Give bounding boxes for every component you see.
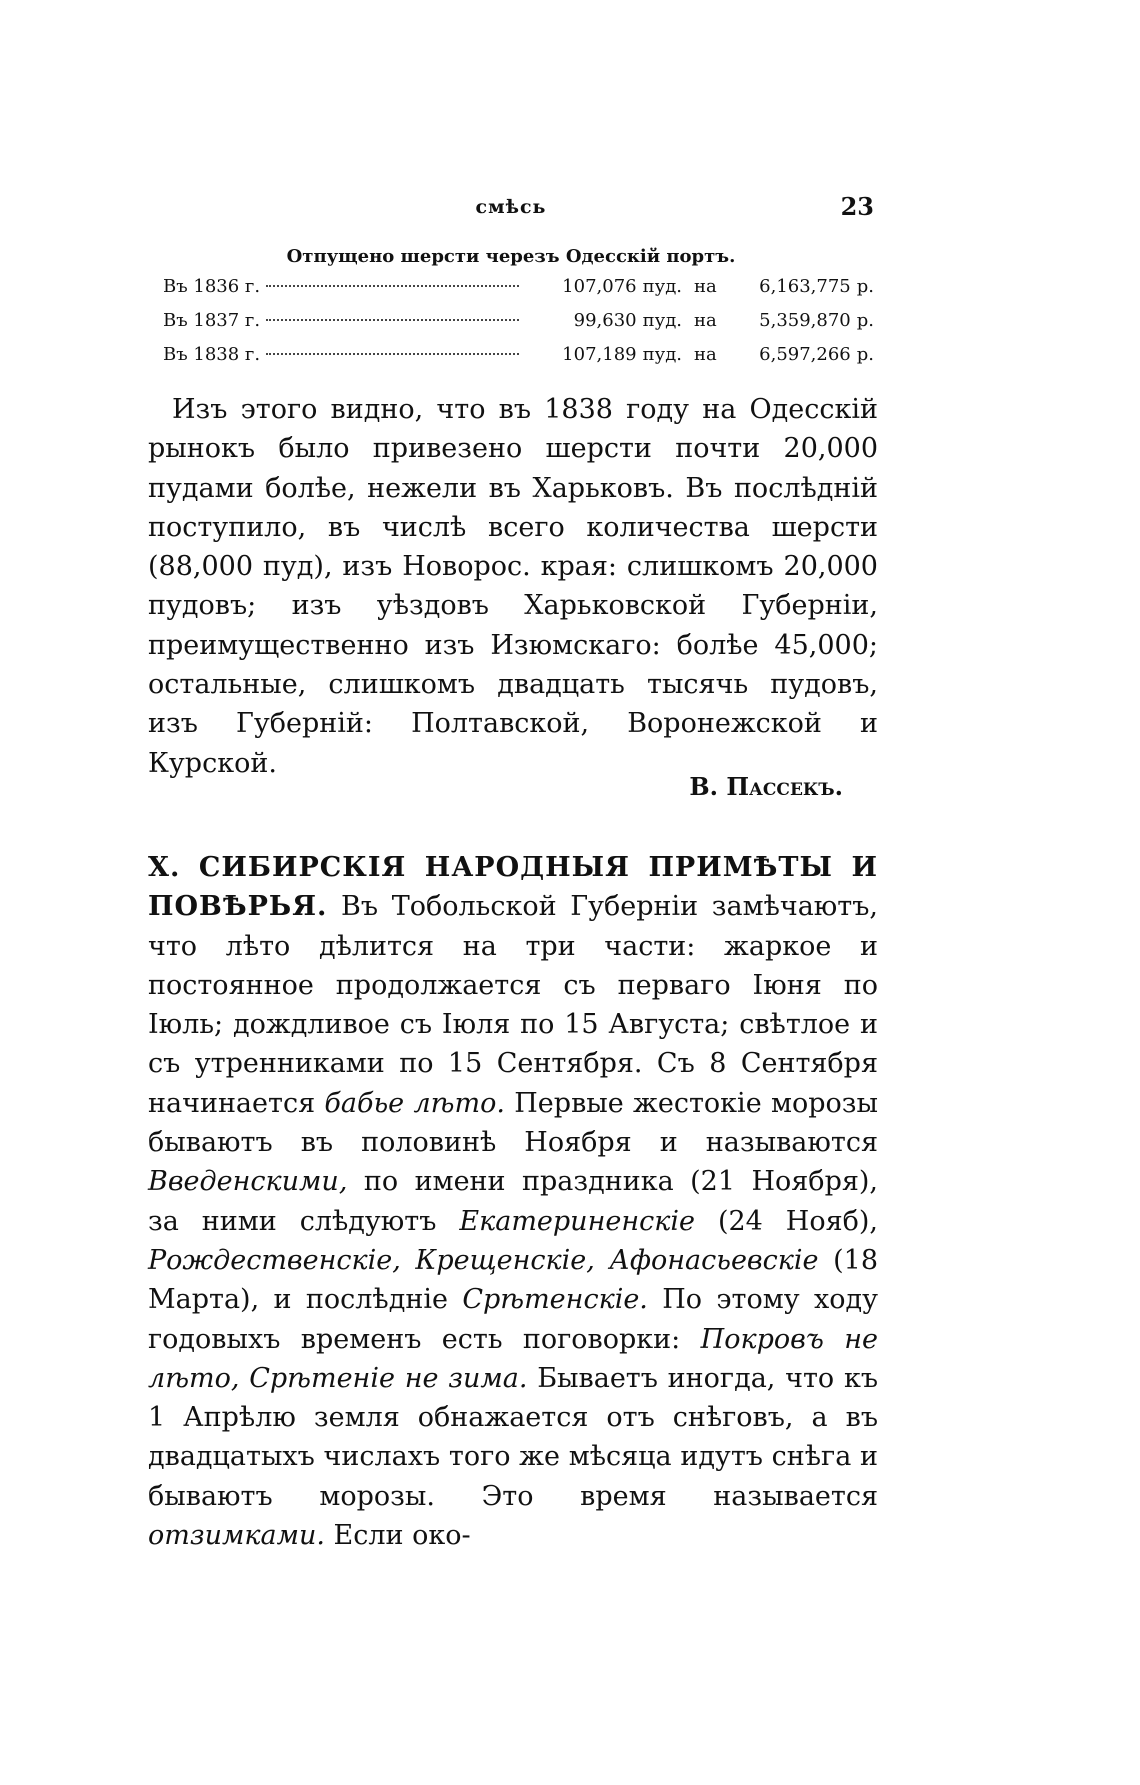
siberian-signs-paragraph [148,848,878,1555]
italic-term: Рождественскіе, Крещенскіе, Афонасьевскіе [148,1244,819,1276]
body-text: Бываетъ иногда, что къ 1 Апрѣлю земля обнажается отъ снѣговъ, а въ двадцатыхъ числахъ того же мѣсяца идутъ снѣга и бываютъ морозы. Это время называется [148,1362,878,1512]
row-year: Въ 1836 г. [163,276,261,297]
section-heading: X. СИБИРСКІЯ НАРОДНЫЯ ПРИМѢТЫ И ПОВѢРЬЯ. [148,852,878,923]
author-signature: В. Пассекъ. [689,772,843,801]
body-text: (18 Марта), и послѣдніе [148,1244,878,1316]
italic-term: Покровъ не лѣто, Срѣтеніе не зима. [148,1323,879,1394]
body-text: Въ Тобольской Губерніи замѣчаютъ, что лѣто дѣлится на три части: жаркое и постоянное продолжается съ перваго Іюня по Іюль; дождливое съ Іюля по 15 Августа; свѣтлое и съ утренниками по 15 Сентября. Съ 8 Сентября начинается [148,891,878,1119]
row-currency: р. [856,310,874,331]
row-year: Въ 1837 г. [163,310,261,331]
row-quantity: 99,630 [573,310,637,331]
italic-term: Введенскими, [148,1166,348,1198]
row-currency: р. [856,276,874,297]
row-unit: пуд. [642,344,683,365]
leader-dots [266,284,519,287]
row-value: 6,163,775 [759,276,851,297]
row-na: на [694,310,717,331]
page-header [148,192,874,224]
row-unit: пуд. [642,310,683,331]
table-row [163,344,874,378]
row-quantity: 107,189 [562,344,637,365]
table-row [163,310,874,344]
italic-term: Срѣтенскіе. [462,1284,648,1316]
body-text: По этому ходу годовыхъ временъ есть поговорки: [148,1284,878,1355]
row-currency: р. [856,344,874,365]
row-quantity: 107,076 [562,276,637,297]
row-value: 6,597,266 [759,344,851,365]
running-title: смѣсь [475,196,547,218]
row-year: Въ 1838 г. [163,344,261,365]
body-text: Если око- [324,1520,471,1552]
wool-table-title: Отпущено шерсти черезъ Одесскій портъ. [286,246,736,267]
page-number: 23 [840,192,874,221]
table-row [163,276,874,310]
body-text: Первые жестокіе морозы бываютъ въ половинѣ Ноября и называются [148,1087,878,1159]
wool-export-table [163,276,874,378]
leader-dots [266,352,519,355]
italic-term: бабье лѣто. [324,1087,505,1119]
leader-dots [266,318,519,321]
italic-term: Екатериненскіе [459,1205,695,1237]
row-na: на [694,276,717,297]
body-text: по имени праздника (21 Ноября), за ними слѣдуютъ [148,1166,878,1237]
italic-term: отзимками. [148,1520,325,1552]
row-value: 5,359,870 [759,310,851,331]
wool-commentary-paragraph: Изъ этого видно, что въ 1838 году на Одесскій рынокъ было привезено шерсти почти 20,000 пудами болѣе, нежели въ Харьковъ. Въ послѣдній поступило, въ числѣ всего количества шерсти (88,000 пуд), изъ Новорос. края: слишкомъ 20,000 пудовъ; изъ уѣздовъ Харьковской Губерніи, преимущественно изъ Изюмскаго: болѣе 45,000; остальные, слишкомъ двадцать тысячь пудовъ, изъ Губерній: Полтавской, Воронежской и Курской. [148,394,878,779]
body-text: (24 Нояб), [694,1205,879,1237]
row-unit: пуд. [642,276,683,297]
row-na: на [694,344,717,365]
